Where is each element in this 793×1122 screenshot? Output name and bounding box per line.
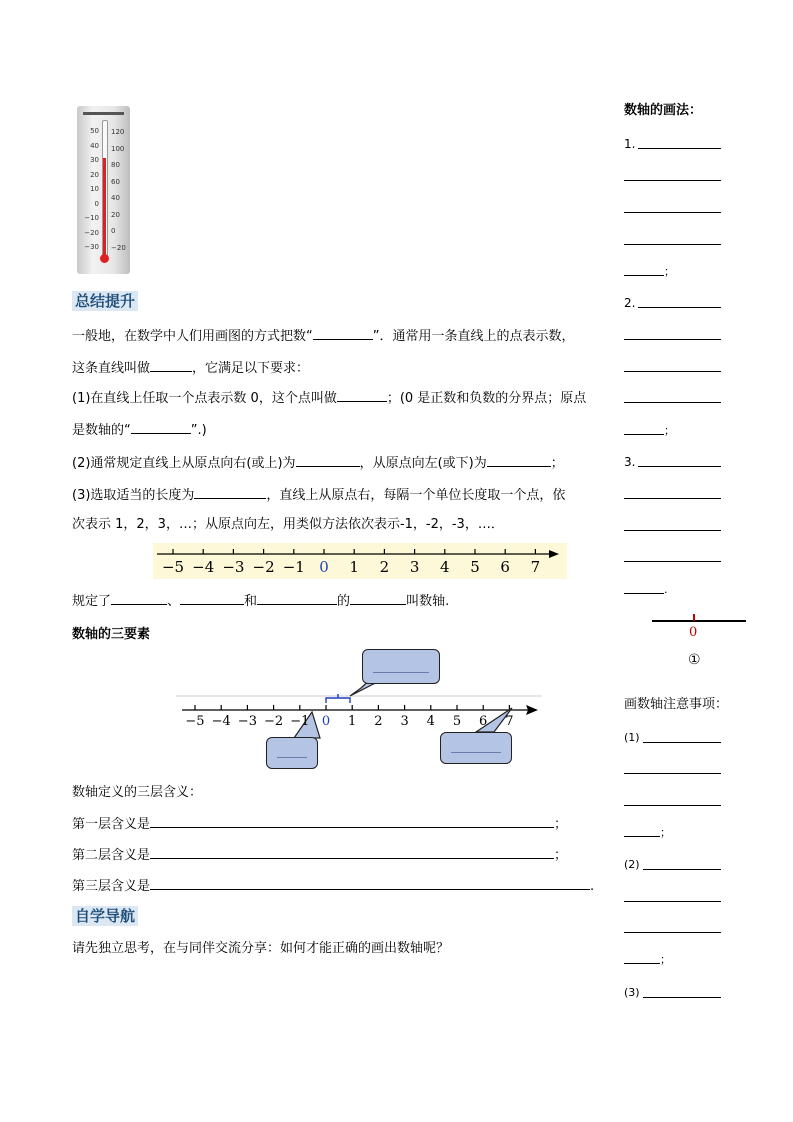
number-line-label: 4	[426, 714, 435, 729]
answer-line[interactable]	[624, 901, 721, 902]
origin-zero-label: 0	[689, 625, 698, 640]
number-line-label: 5	[452, 714, 462, 729]
answer-line[interactable]	[643, 869, 721, 870]
thermometer-right-scale-label: 20	[111, 210, 120, 219]
self-study-heading: 自学导航	[72, 906, 138, 926]
number-line-label: 3	[400, 714, 409, 729]
thermometer-left-scale-label: 50	[90, 127, 99, 135]
number-line-label: 7	[505, 714, 514, 729]
answer-line[interactable]	[624, 275, 664, 276]
note-3-label: (3)	[624, 986, 640, 999]
meaning-line-3: 第三层含义是 .	[72, 879, 595, 894]
semicolon: ；	[664, 424, 675, 437]
callout-unit-length[interactable]	[362, 649, 440, 684]
summary-paragraph-line-4: 是数轴的“ ”.)	[72, 423, 207, 438]
circled-one: ①	[688, 652, 701, 668]
answer-line[interactable]	[643, 997, 721, 998]
number-line-label: 3	[409, 558, 420, 576]
mercury-column	[103, 158, 106, 258]
right-item-2-label: 2.	[624, 296, 636, 310]
answer-line[interactable]	[643, 742, 721, 743]
thermometer-bulb	[100, 254, 109, 263]
answer-line[interactable]	[638, 307, 721, 308]
number-line-label: −4	[192, 558, 215, 576]
thermometer-right-scale-label: 60	[111, 177, 120, 186]
number-line-label: −4	[211, 714, 231, 729]
number-line-label: −3	[222, 558, 245, 576]
blank[interactable]	[180, 592, 244, 605]
answer-line[interactable]	[624, 212, 721, 213]
number-line-label: 4	[440, 558, 450, 576]
number-line-label: −2	[252, 558, 275, 576]
thermometer-right-scale-label: 40	[111, 194, 120, 202]
answer-line[interactable]	[624, 593, 664, 594]
blank[interactable]	[150, 359, 192, 372]
thermometer-left-scale-label: 30	[90, 156, 99, 164]
three-elements-heading: 数轴的三要素	[72, 627, 151, 642]
semicolon: ；	[660, 826, 671, 839]
answer-line[interactable]	[624, 244, 721, 245]
note-1-label: (1)	[624, 731, 640, 744]
summary-paragraph-line-2: 这条直线叫做 ，它满足以下要求：	[72, 361, 310, 376]
blank[interactable]	[131, 421, 191, 434]
blank[interactable]	[194, 486, 266, 499]
answer-line[interactable]	[624, 180, 721, 181]
right-item-3-label: 3.	[624, 455, 636, 469]
thermometer-left-scale-label: 40	[90, 141, 99, 150]
summary-paragraph-line-5: (2)通常规定直线上从原点向右(或上)为 ，从原点向左(或下)为 ；	[72, 456, 564, 471]
summary-paragraph-line-3: (1)在直线上任取一个点表示数 0，这个点叫做 ；(0 是正数和负数的分界点；原点	[72, 391, 587, 406]
note-2-label: (2)	[624, 858, 640, 871]
summary-paragraph-line-8: 规定了 、 和 的 叫数轴.	[72, 594, 450, 609]
self-study-question: 请先独立思考，在与同伴交流分享：如何才能正确的画出数轴呢？	[72, 941, 450, 956]
meaning-intro: 数轴定义的三层含义：	[72, 785, 203, 800]
answer-line[interactable]	[624, 402, 721, 403]
blank[interactable]	[313, 327, 373, 340]
blank[interactable]	[111, 592, 167, 605]
number-line-label: 1	[349, 558, 359, 576]
thermometer-right-scale-label: 80	[111, 161, 120, 169]
answer-line[interactable]	[624, 932, 721, 933]
number-line-label: 2	[379, 558, 390, 576]
period: .	[664, 583, 668, 596]
right-item-1-label: 1.	[624, 137, 636, 151]
number-line-label: −5	[185, 714, 205, 729]
thermometer-left-scale-label: −10	[84, 214, 99, 222]
thermometer-left-scale-label: −30	[84, 243, 99, 251]
number-line-label: −2	[264, 714, 284, 729]
number-line-2	[176, 646, 546, 770]
number-line-label: 0	[321, 714, 331, 729]
number-line-label: −5	[161, 558, 185, 576]
number-line-label: 1	[348, 714, 357, 729]
thermometer-left-scale-label: 20	[90, 170, 99, 179]
number-line-1	[153, 543, 567, 579]
number-line-label: 5	[470, 558, 480, 576]
right-title: 数轴的画法：	[624, 103, 703, 118]
notes-title: 画数轴注意事项：	[624, 697, 729, 712]
answer-line[interactable]	[624, 773, 721, 774]
thermometer-right-scale-label: 100	[111, 144, 125, 153]
number-line-label: 6	[479, 714, 488, 729]
blank[interactable]	[337, 389, 387, 402]
thermometer-image	[77, 106, 130, 274]
blank[interactable]	[487, 454, 551, 467]
summary-paragraph-line-1: 一般地，在数学中人们用画图的方式把数“ ”．通常用一条直线上的点表示数，	[72, 329, 575, 344]
blank[interactable]	[150, 877, 590, 890]
meaning-line-2: 第二层含义是 ；	[72, 848, 568, 863]
thermometer-right-scale-label: −20	[111, 243, 126, 252]
answer-line[interactable]	[624, 498, 721, 499]
callout-origin[interactable]	[266, 737, 318, 769]
blank[interactable]	[150, 815, 554, 828]
number-line-label: 6	[500, 558, 510, 576]
number-line-label: 7	[530, 558, 541, 576]
blank[interactable]	[257, 592, 337, 605]
blank[interactable]	[296, 454, 360, 467]
origin-line-sketch	[652, 612, 746, 640]
answer-line[interactable]	[624, 434, 664, 435]
number-line-label: 0	[319, 558, 329, 576]
semicolon: ；	[664, 265, 675, 278]
meaning-line-1: 第一层含义是 ；	[72, 817, 568, 832]
answer-line[interactable]	[638, 466, 721, 467]
answer-line[interactable]	[624, 963, 660, 964]
semicolon: ；	[660, 953, 671, 966]
summary-heading: 总结提升	[72, 291, 138, 311]
callout-positive-direction[interactable]	[440, 732, 512, 764]
thermometer-left-scale	[79, 124, 99, 255]
thermometer-right-scale	[111, 124, 131, 256]
blank[interactable]	[150, 846, 554, 859]
thermometer-right-scale-label: 0	[111, 227, 116, 235]
thermometer-left-scale-label: 0	[94, 199, 99, 208]
thermometer-left-scale-label: 10	[90, 185, 99, 193]
number-line-label: 2	[374, 714, 383, 729]
answer-line[interactable]	[624, 530, 721, 531]
answer-line[interactable]	[624, 561, 721, 562]
thermometer-left-scale-label: −20	[84, 228, 99, 237]
answer-line[interactable]	[624, 339, 721, 340]
summary-paragraph-line-7: 次表示 1，2，3，…；从原点向左，用类似方法依次表示-1，-2，-3，…．	[72, 517, 504, 532]
summary-paragraph-line-6: (3)选取适当的长度为 ，直线上从原点右，每隔一个单位长度取一个点，依	[72, 488, 566, 503]
thermometer-right-scale-label: 120	[111, 128, 125, 136]
answer-line[interactable]	[638, 148, 721, 149]
unit-length-bracket	[326, 694, 350, 703]
number-line-label: −1	[282, 558, 305, 576]
number-line-label: −3	[237, 714, 257, 729]
blank[interactable]	[350, 592, 406, 605]
answer-line[interactable]	[624, 836, 660, 837]
answer-line[interactable]	[624, 371, 721, 372]
answer-line[interactable]	[624, 805, 721, 806]
number-line-label: −1	[290, 714, 310, 729]
